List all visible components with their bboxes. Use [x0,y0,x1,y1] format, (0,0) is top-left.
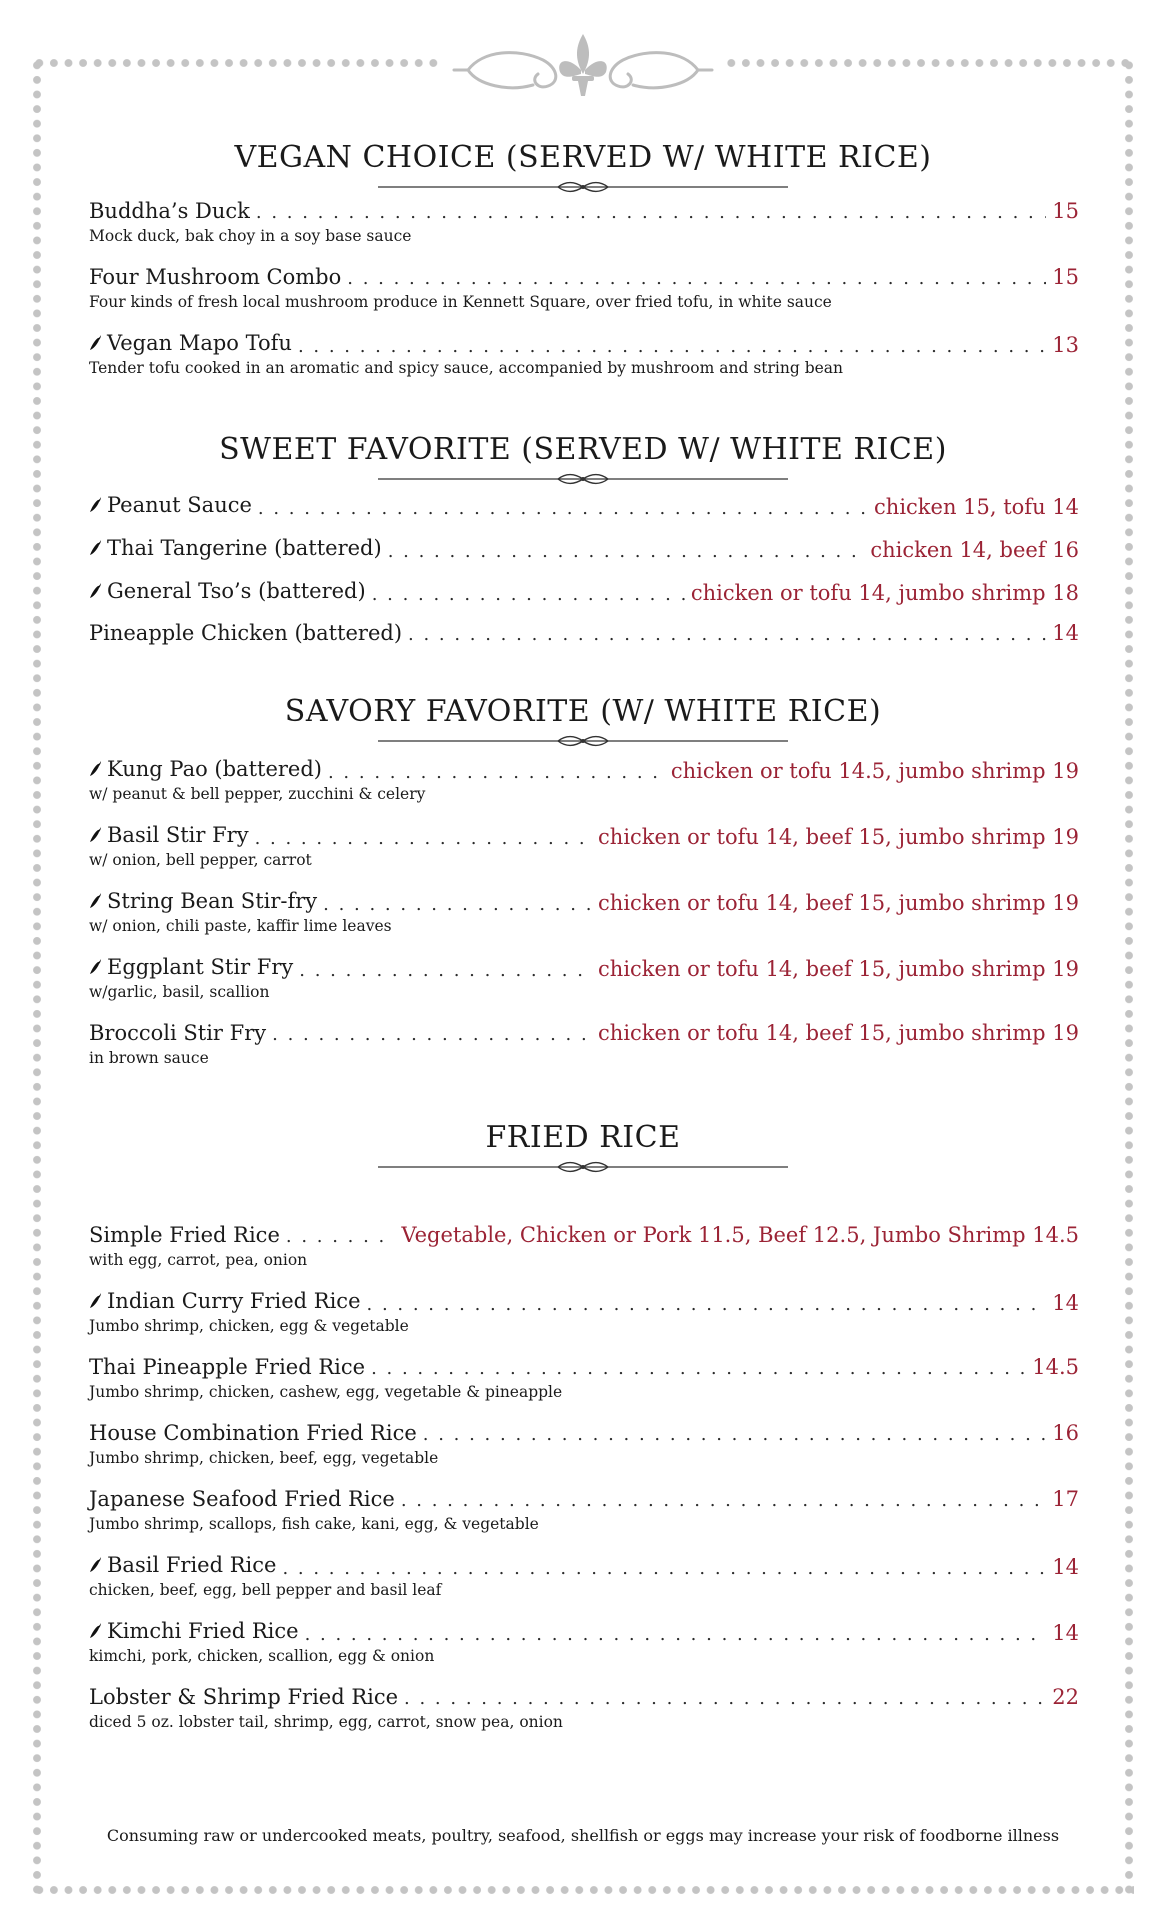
menu-item-name [89,1020,266,1046]
section-divider-flourish [378,1160,788,1174]
menu-item-price: chicken or tofu 14, beef 15, jumbo shrimp 19 [598,1021,1079,1045]
menu-item [89,535,1079,565]
menu-item-description: diced 5 oz. lobster tail, shrimp, egg, carrot, snow pea, onion [89,1713,563,1731]
menu-item-price: 17 [1052,1487,1079,1511]
spicy-pepper-icon [89,892,103,910]
menu-item-price: 14 [1052,1291,1079,1315]
menu-item-description: Jumbo shrimp, chicken, egg & vegetable [89,1317,409,1335]
menu-item-description: w/ peanut & bell pepper, zucchini & celery [89,785,426,803]
menu-item-description: Four kinds of fresh local mushroom produce in Kennett Square, over fried tofu, in white sauce [89,293,832,311]
dot-leader [328,760,665,786]
border-right-dots [1124,58,1134,1895]
menu-item-name [89,1618,299,1644]
menu-item-name-text: Four Mushroom Combo [89,265,342,289]
section-title: SWEET FAVORITE (SERVED W/ WHITE RICE) [219,432,947,467]
menu-item-name-text: Eggplant Stir Fry [107,955,294,979]
menu-item-price: chicken or tofu 14, jumbo shrimp 18 [690,581,1079,605]
menu-item-price: 14.5 [1032,1355,1079,1379]
spicy-pepper-icon [89,539,103,557]
spicy-pepper-icon [89,1622,103,1640]
menu-item-description: w/garlic, basil, scallion [89,983,270,1001]
dot-leader [388,539,865,565]
dot-leader [298,334,1046,360]
menu-item-name-text: Vegan Mapo Tofu [107,331,292,355]
menu-item [89,620,1079,648]
menu-item-price: chicken or tofu 14.5, jumbo shrimp 19 [670,759,1079,783]
menu-item [89,1618,1079,1648]
menu-item-price: chicken 15, tofu 14 [874,495,1079,519]
menu-item-name-text: House Combination Fried Rice [89,1421,417,1445]
spicy-pepper-icon [89,496,103,514]
menu-item-description: Jumbo shrimp, scallops, fish cake, kani, egg, & vegetable [89,1515,539,1533]
menu-item [89,888,1079,918]
menu-item-name-text: Buddha’s Duck [89,199,250,223]
menu-item-price: 13 [1052,333,1079,357]
dot-leader [371,1356,1026,1382]
section-divider-flourish [378,180,788,194]
menu-item [89,578,1079,608]
menu-item-name-text: Basil Stir Fry [107,823,249,847]
menu-item-name-text: Peanut Sauce [107,493,252,517]
menu-item-name-text: Pineapple Chicken (battered) [89,621,403,645]
menu-item [89,264,1079,292]
dot-leader [305,1622,1047,1648]
dot-leader [272,1022,592,1048]
menu-item-name [89,822,249,848]
menu-item-name-text: Lobster & Shrimp Fried Rice [89,1685,399,1709]
menu-item-name [89,888,317,914]
menu-item-description: Mock duck, bak choy in a soy base sauce [89,227,412,245]
dot-leader [372,582,685,608]
dot-leader [367,1292,1047,1318]
menu-item-name [89,535,382,561]
menu-item-description: kimchi, pork, chicken, scallion, egg & onion [89,1647,435,1665]
dot-leader [255,826,592,852]
dot-leader [423,1422,1046,1448]
menu-item-name [89,1354,365,1380]
menu-item [89,756,1079,786]
dot-leader [286,1224,396,1250]
menu-item [89,1020,1079,1048]
dot-leader [408,622,1046,648]
menu-item-description: chicken, beef, egg, bell pepper and basil leaf [89,1581,442,1599]
menu-item [89,1288,1079,1318]
section-title: FRIED RICE [485,1120,681,1155]
foodborne-illness-disclaimer: Consuming raw or undercooked meats, poultry, seafood, shellfish or eggs may increase your risk of foodborne illness [106,1826,1060,1845]
spicy-pepper-icon [89,1556,103,1574]
border-top-right-dots [724,58,1134,68]
menu-item-name [89,1420,417,1446]
menu-item-name-text: Japanese Seafood Fried Rice [89,1487,395,1511]
menu-item-name-text: Kung Pao (battered) [107,757,322,781]
fleur-de-lis-ornament-icon [448,30,718,102]
menu-item-description: in brown sauce [89,1049,209,1067]
menu-item-name [89,620,402,646]
menu-item-name [89,1222,280,1248]
menu-item-name [89,954,293,980]
menu-item-name-text: Indian Curry Fried Rice [107,1289,361,1313]
menu-item-name [89,1486,395,1512]
menu-item-description: Tender tofu cooked in an aromatic and spicy sauce, accompanied by mushroom and string bean [89,359,844,377]
spicy-pepper-icon [89,582,103,600]
menu-item-name [89,1684,398,1710]
menu-item [89,330,1079,360]
menu-item [89,1354,1079,1382]
section-title: VEGAN CHOICE (SERVED W/ WHITE RICE) [234,140,932,175]
menu-item-price: 14 [1052,1555,1079,1579]
dot-leader [299,958,592,984]
border-bottom-dots [32,1885,1134,1895]
menu-item [89,1420,1079,1448]
menu-item-name [89,492,252,518]
menu-item [89,1222,1079,1250]
menu-item-name [89,756,322,782]
menu-item-price: 15 [1052,265,1079,289]
dot-leader [401,1488,1046,1514]
menu-item-name-text: Broccoli Stir Fry [89,1021,267,1045]
dot-leader [404,1686,1046,1712]
menu-item-price: chicken or tofu 14, beef 15, jumbo shrimp 19 [598,891,1079,915]
menu-item [89,1486,1079,1514]
menu-item-name [89,1552,276,1578]
menu-item-price: Vegetable, Chicken or Pork 11.5, Beef 12.5, Jumbo Shrimp 14.5 [401,1223,1079,1247]
dot-leader [282,1556,1046,1582]
menu-item-name [89,1288,361,1314]
menu-item-price: chicken or tofu 14, beef 15, jumbo shrimp 19 [598,957,1079,981]
menu-item-price: 15 [1052,199,1079,223]
menu-item-name-text: Thai Pineapple Fried Rice [89,1355,366,1379]
dot-leader [323,892,592,918]
menu-item-description: with egg, carrot, pea, onion [89,1251,308,1269]
border-top-left-dots [32,58,442,68]
section-divider-flourish [378,472,788,486]
menu-item-price: chicken 14, beef 16 [870,538,1079,562]
menu-item-price: 16 [1052,1421,1079,1445]
menu-item-price: 22 [1052,1685,1079,1709]
menu-item [89,492,1079,522]
menu-item-description: Jumbo shrimp, chicken, cashew, egg, vegetable & pineapple [89,1383,563,1401]
spicy-pepper-icon [89,958,103,976]
menu-item-name-text: Simple Fried Rice [89,1223,280,1247]
menu-item-price: chicken or tofu 14, beef 15, jumbo shrimp 19 [598,825,1079,849]
menu-item-description: w/ onion, chili paste, kaffir lime leaves [89,917,392,935]
menu-item-name [89,578,366,604]
spicy-pepper-icon [89,826,103,844]
menu-item [89,198,1079,226]
section-divider-flourish [378,734,788,748]
dot-leader [256,200,1046,226]
menu-item [89,1552,1079,1582]
menu-item [89,954,1079,984]
menu-item [89,822,1079,852]
menu-item-price: 14 [1052,621,1079,645]
spicy-pepper-icon [89,1292,103,1310]
menu-item-name [89,198,250,224]
menu-item-name-text: String Bean Stir-fry [107,889,318,913]
menu-item-description: Jumbo shrimp, chicken, beef, egg, vegetable [89,1449,439,1467]
dot-leader [258,496,868,522]
border-left-dots [32,58,42,1895]
menu-item-description: w/ onion, bell pepper, carrot [89,851,312,869]
spicy-pepper-icon [89,334,103,352]
menu-item-name-text: Basil Fried Rice [107,1553,277,1577]
menu-item-name-text: Thai Tangerine (battered) [107,536,382,560]
menu-item-name [89,330,292,356]
menu-item-price: 14 [1052,1621,1079,1645]
dot-leader [347,266,1046,292]
menu-item-name [89,264,341,290]
menu-item-name-text: General Tso’s (battered) [107,579,366,603]
menu-item-name-text: Kimchi Fried Rice [107,1619,299,1643]
section-title: SAVORY FAVORITE (W/ WHITE RICE) [284,694,882,729]
spicy-pepper-icon [89,760,103,778]
menu-item [89,1684,1079,1712]
